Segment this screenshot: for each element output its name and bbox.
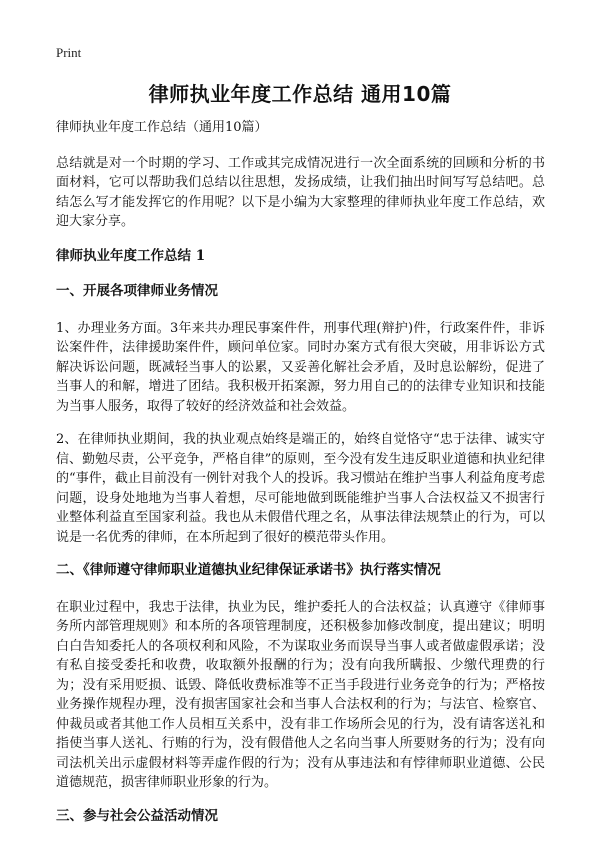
section-1-paragraph-1: 1、办理业务方面。3年来共办理民事案件件，刑事代理(辩护)件，行政案件件，非诉讼案件件，法律援助案件件，顾问单位家。同时办案方式有很大突破，用非诉讼方式解决诉讼问题，既减轻当事人的讼累，又妥善化解社会矛盾，及时息讼解纷，促进了当事人的和解，增进了团结。我积极开拓案源，努力用自己的的法律专业知识和技能为当事人服务，取得了较好的经济效益和社会效益。 bbox=[56, 320, 545, 414]
section-1-paragraph-2: 2、在律师执业期间，我的执业观点始终是端正的，始终自觉恪守“忠于法律、诚实守信、勤勉尽责，公平竞争，严格自律”的原则，至今没有发生违反职业道德和执业纪律的“事件，截止目前没有一例针对我个人的投诉。我习惯站在维护当事人利益角度考虑问题，设身处地地为当事人着想，尽可能地做到既能维护当事人合法权益又不损害行业整体利益直至国家利益。我也从未假借代理之名，从事法律法规禁止的行为，可以说是一名优秀的律师，在本所起到了很好的模范带头作用。 bbox=[56, 432, 545, 545]
print-link[interactable]: Print bbox=[56, 45, 82, 60]
document-title: 律师执业年度工作总结 通用10篇 bbox=[148, 82, 452, 106]
section-3-heading: 三、参与社会公益活动情况 bbox=[56, 807, 218, 824]
section-1-heading: 一、开展各项律师业务情况 bbox=[56, 283, 218, 299]
document-subtitle: 律师执业年度工作总结（通用10篇） bbox=[56, 120, 268, 135]
section-2-heading: 二、《律师遵守律师职业道德执业纪律保证承诺书》执行落实情况 bbox=[56, 562, 441, 578]
article-heading: 律师执业年度工作总结 1 bbox=[56, 247, 206, 264]
section-2-paragraph-1: 在职业过程中，我忠于法律，执业为民，维护委托人的合法权益；认真遵守《律师事务所内部管理规则》和本所的各项管理制度，还积极参加修改制度，提出建议；明明白白告知委托人的各项权利和风险，不为谋取业务而误导当事人或者做虚假承诺；没有私自接受委托和收费，收取额外报酬的行为；没有向我所瞒报、少缴代理费的行为；没有采用贬损、诋毁、降低收费标准等不正当手段进行业务竞争的行为；严格按业务操作规程办理，没有损害国家社会和当事人合法权利的行为；与法官、检察官、仲裁员或者其他工作人员相互关系中，没有非工作场所会见的行为，没有请客送礼和指使当事人送礼、行贿的行为，没有假借他人之名向当事人所要财务的行为；没有向司法机关出示虚假材料等弄虚作假的行为；没有从事违法和有悖律师职业道德、公民道德规范，损害律师职业形象的行为。 bbox=[56, 599, 545, 790]
document-body bbox=[56, 118, 545, 843]
intro-paragraph: 总结就是对一个时期的学习、工作或其完成情况进行一次全面系统的回顾和分析的书面材料，它可以帮助我们总结以往思想，发扬成绩，让我们抽出时间写写总结吧。总结怎么写才能发挥它的作用呢？以下是小编为大家整理的律师执业年度工作总结，欢迎大家分享。 bbox=[56, 155, 545, 229]
